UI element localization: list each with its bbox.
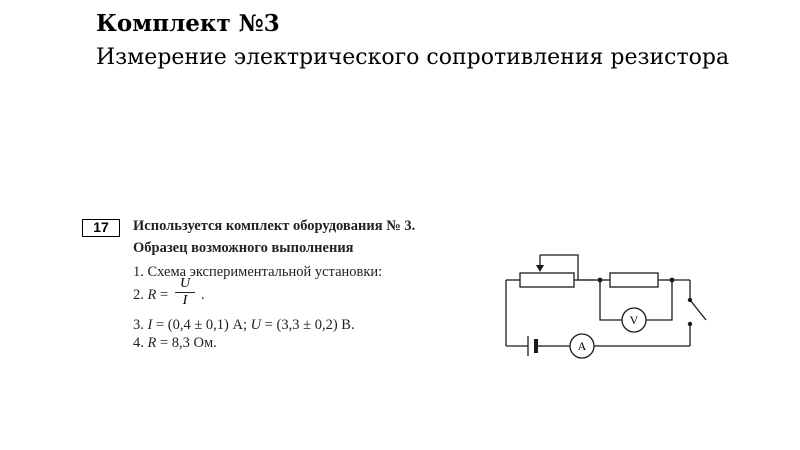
wire-voltmeter-left [600, 280, 622, 320]
current-symbol: I [147, 317, 153, 333]
switch [690, 300, 706, 320]
item-2-number: 2. [133, 287, 144, 303]
wire-voltmeter-right [646, 280, 672, 320]
formula-denominator: I [182, 293, 188, 308]
item-3-number: 3. [133, 317, 144, 333]
voltage-value: = (3,3 ± 0,2) В. [261, 317, 355, 333]
item-1-number: 1. [133, 264, 144, 280]
switch-contact-top [688, 298, 692, 302]
item-1-text: Схема экспериментальной установки: [147, 264, 383, 280]
task-heading: Используется комплект оборудования № 3. [133, 218, 416, 234]
switch-contact-bottom [688, 322, 692, 326]
formula-numerator: U [179, 276, 191, 291]
formula-lhs: R [147, 287, 157, 303]
junction-dot-right [670, 278, 675, 283]
resistance-value: = 8,3 Ом. [156, 335, 217, 351]
voltmeter-label: V [629, 313, 639, 327]
wire-slider-to-node [540, 255, 594, 280]
rheostat [520, 273, 574, 287]
slide-title: Комплект №3 [96, 10, 280, 37]
resistance-symbol: R [147, 335, 157, 351]
item-4 [133, 335, 217, 352]
slide-subtitle: Измерение электрического сопротивления резистора [96, 45, 730, 70]
item-4-number: 4. [133, 335, 144, 351]
sample-heading: Образец возможного выполнения [133, 240, 354, 256]
circuit-diagram [496, 240, 716, 370]
current-value: = (0,4 ± 0,1) А; [152, 317, 251, 333]
junction-dot-left [598, 278, 603, 283]
ammeter-label: A [577, 339, 587, 353]
item-2 [133, 287, 168, 304]
voltage-symbol: U [250, 317, 262, 333]
formula-equals: = [156, 287, 169, 303]
item-3 [133, 317, 355, 334]
task-number-badge: 17 [82, 219, 120, 237]
slider-arrow-icon [536, 265, 544, 272]
resistor [610, 273, 658, 287]
formula-tail: . [201, 287, 205, 303]
formula-fraction [170, 276, 200, 309]
